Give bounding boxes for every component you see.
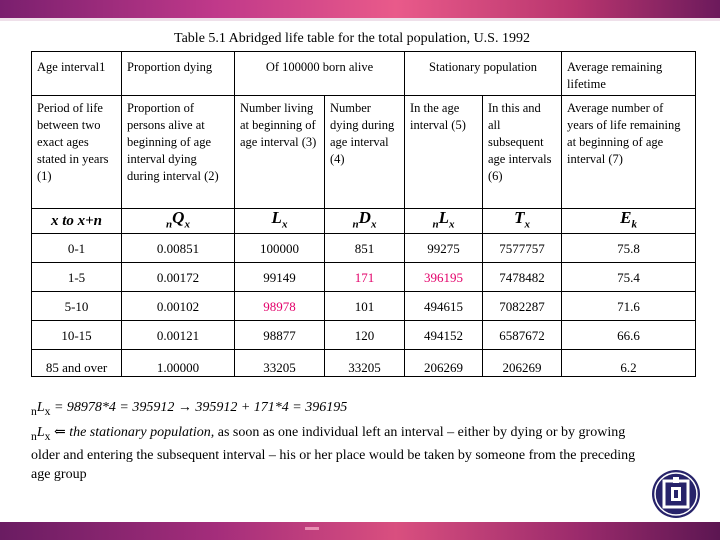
top-decorative-bar [0, 0, 720, 18]
cell-ek: 71.6 [562, 292, 696, 321]
cell-lx: 99149 [235, 263, 325, 292]
cell-age: 85 and over [32, 350, 122, 377]
table-row [32, 234, 696, 263]
cell-qx: 0.00121 [122, 321, 235, 350]
symbol-tx: $T_x$ [483, 209, 562, 234]
left-arrow-icon: ⇐ [50, 424, 70, 440]
cell-ek: 75.4 [562, 263, 696, 292]
desc-col7: Average number of years of life remaining at beginning of age interval (7) [562, 96, 696, 209]
symbol-age: x to x+n [32, 209, 122, 234]
desc-col1: Period of life between two exact ages stated in years (1) [32, 96, 122, 209]
cell-tx: 7082287 [483, 292, 562, 321]
cell-nLx: 494152 [405, 321, 483, 350]
table-title: Table 5.1 Abridged life table for the total population, U.S. 1992 [174, 31, 530, 46]
symbol-nLx: $_nL_x$ [405, 209, 483, 234]
cell-lx: 33205 [235, 350, 325, 377]
symbol-row [32, 209, 696, 234]
table-row [32, 321, 696, 350]
cell-qx: 0.00102 [122, 292, 235, 321]
stationary-population-note: $_nL_x$ ⇐ the stationary population, as soon as one individual left an interval – either by dying or by growing older and entering the subsequent interval – his or her place would be taken by someone from the preceding age group [31, 424, 636, 482]
desc-col4: Number dying during age interval (4) [325, 96, 405, 209]
cell-qx: 1.00000 [122, 350, 235, 377]
cell-dx: 101 [325, 292, 405, 321]
cell-age: 0-1 [32, 234, 122, 263]
bottom-decorative-bar [0, 522, 720, 540]
cell-lx-highlighted: 98978 [235, 292, 325, 321]
cell-tx: 7478482 [483, 263, 562, 292]
cell-tx: 206269 [483, 350, 562, 377]
cell-nLx-highlighted: 396195 [405, 263, 483, 292]
cell-dx: 851 [325, 234, 405, 263]
cell-ek: 75.8 [562, 234, 696, 263]
cell-nLx: 99275 [405, 234, 483, 263]
symbol-qx: $_nQ_x$ [122, 209, 235, 234]
cell-age: 5-10 [32, 292, 122, 321]
institution-logo-icon [651, 469, 701, 519]
header-age-interval: Age interval1 [32, 52, 122, 96]
table-row [32, 292, 696, 321]
cell-dx: 120 [325, 321, 405, 350]
cell-age: 10-15 [32, 321, 122, 350]
cell-ek: 6.2 [562, 350, 696, 377]
desc-col6: In this and all subsequent age intervals (6) [483, 96, 562, 209]
cell-dx: 33205 [325, 350, 405, 377]
table-row [32, 263, 696, 292]
cell-lx: 100000 [235, 234, 325, 263]
cell-lx: 98877 [235, 321, 325, 350]
top-bar-divider [0, 18, 720, 21]
cell-tx: 6587672 [483, 321, 562, 350]
desc-col3: Number living at beginning of age interval (3) [235, 96, 325, 209]
symbol-lx: $L_x$ [235, 209, 325, 234]
symbol-dx: $_nD_x$ [325, 209, 405, 234]
cell-dx-highlighted: 171 [325, 263, 405, 292]
header-row [32, 52, 696, 96]
explanation-notes [31, 400, 656, 484]
cell-age: 1-5 [32, 263, 122, 292]
header-born-alive: Of 100000 born alive [235, 52, 405, 96]
header-remaining-lifetime: Average remaining lifetime [562, 52, 696, 96]
bottom-bar-accent [305, 527, 319, 530]
description-row [32, 96, 696, 209]
desc-col5: In the age interval (5) [405, 96, 483, 209]
symbol-ek: $E_k$ [562, 209, 696, 234]
cell-tx: 7577757 [483, 234, 562, 263]
cell-ek: 66.6 [562, 321, 696, 350]
formula-line: $_nL_x = 98978*4 = 395912 \to 395912 + 171*4 = 396195$ [31, 400, 348, 418]
life-table [31, 51, 696, 377]
cell-nLx: 494615 [405, 292, 483, 321]
header-stationary-population: Stationary population [405, 52, 562, 96]
desc-col2: Proportion of persons alive at beginning of age interval dying during interval (2) [122, 96, 235, 209]
header-proportion-dying: Proportion dying [122, 52, 235, 96]
cell-nLx: 206269 [405, 350, 483, 377]
table-row [32, 350, 696, 377]
cell-qx: 0.00851 [122, 234, 235, 263]
cell-qx: 0.00172 [122, 263, 235, 292]
